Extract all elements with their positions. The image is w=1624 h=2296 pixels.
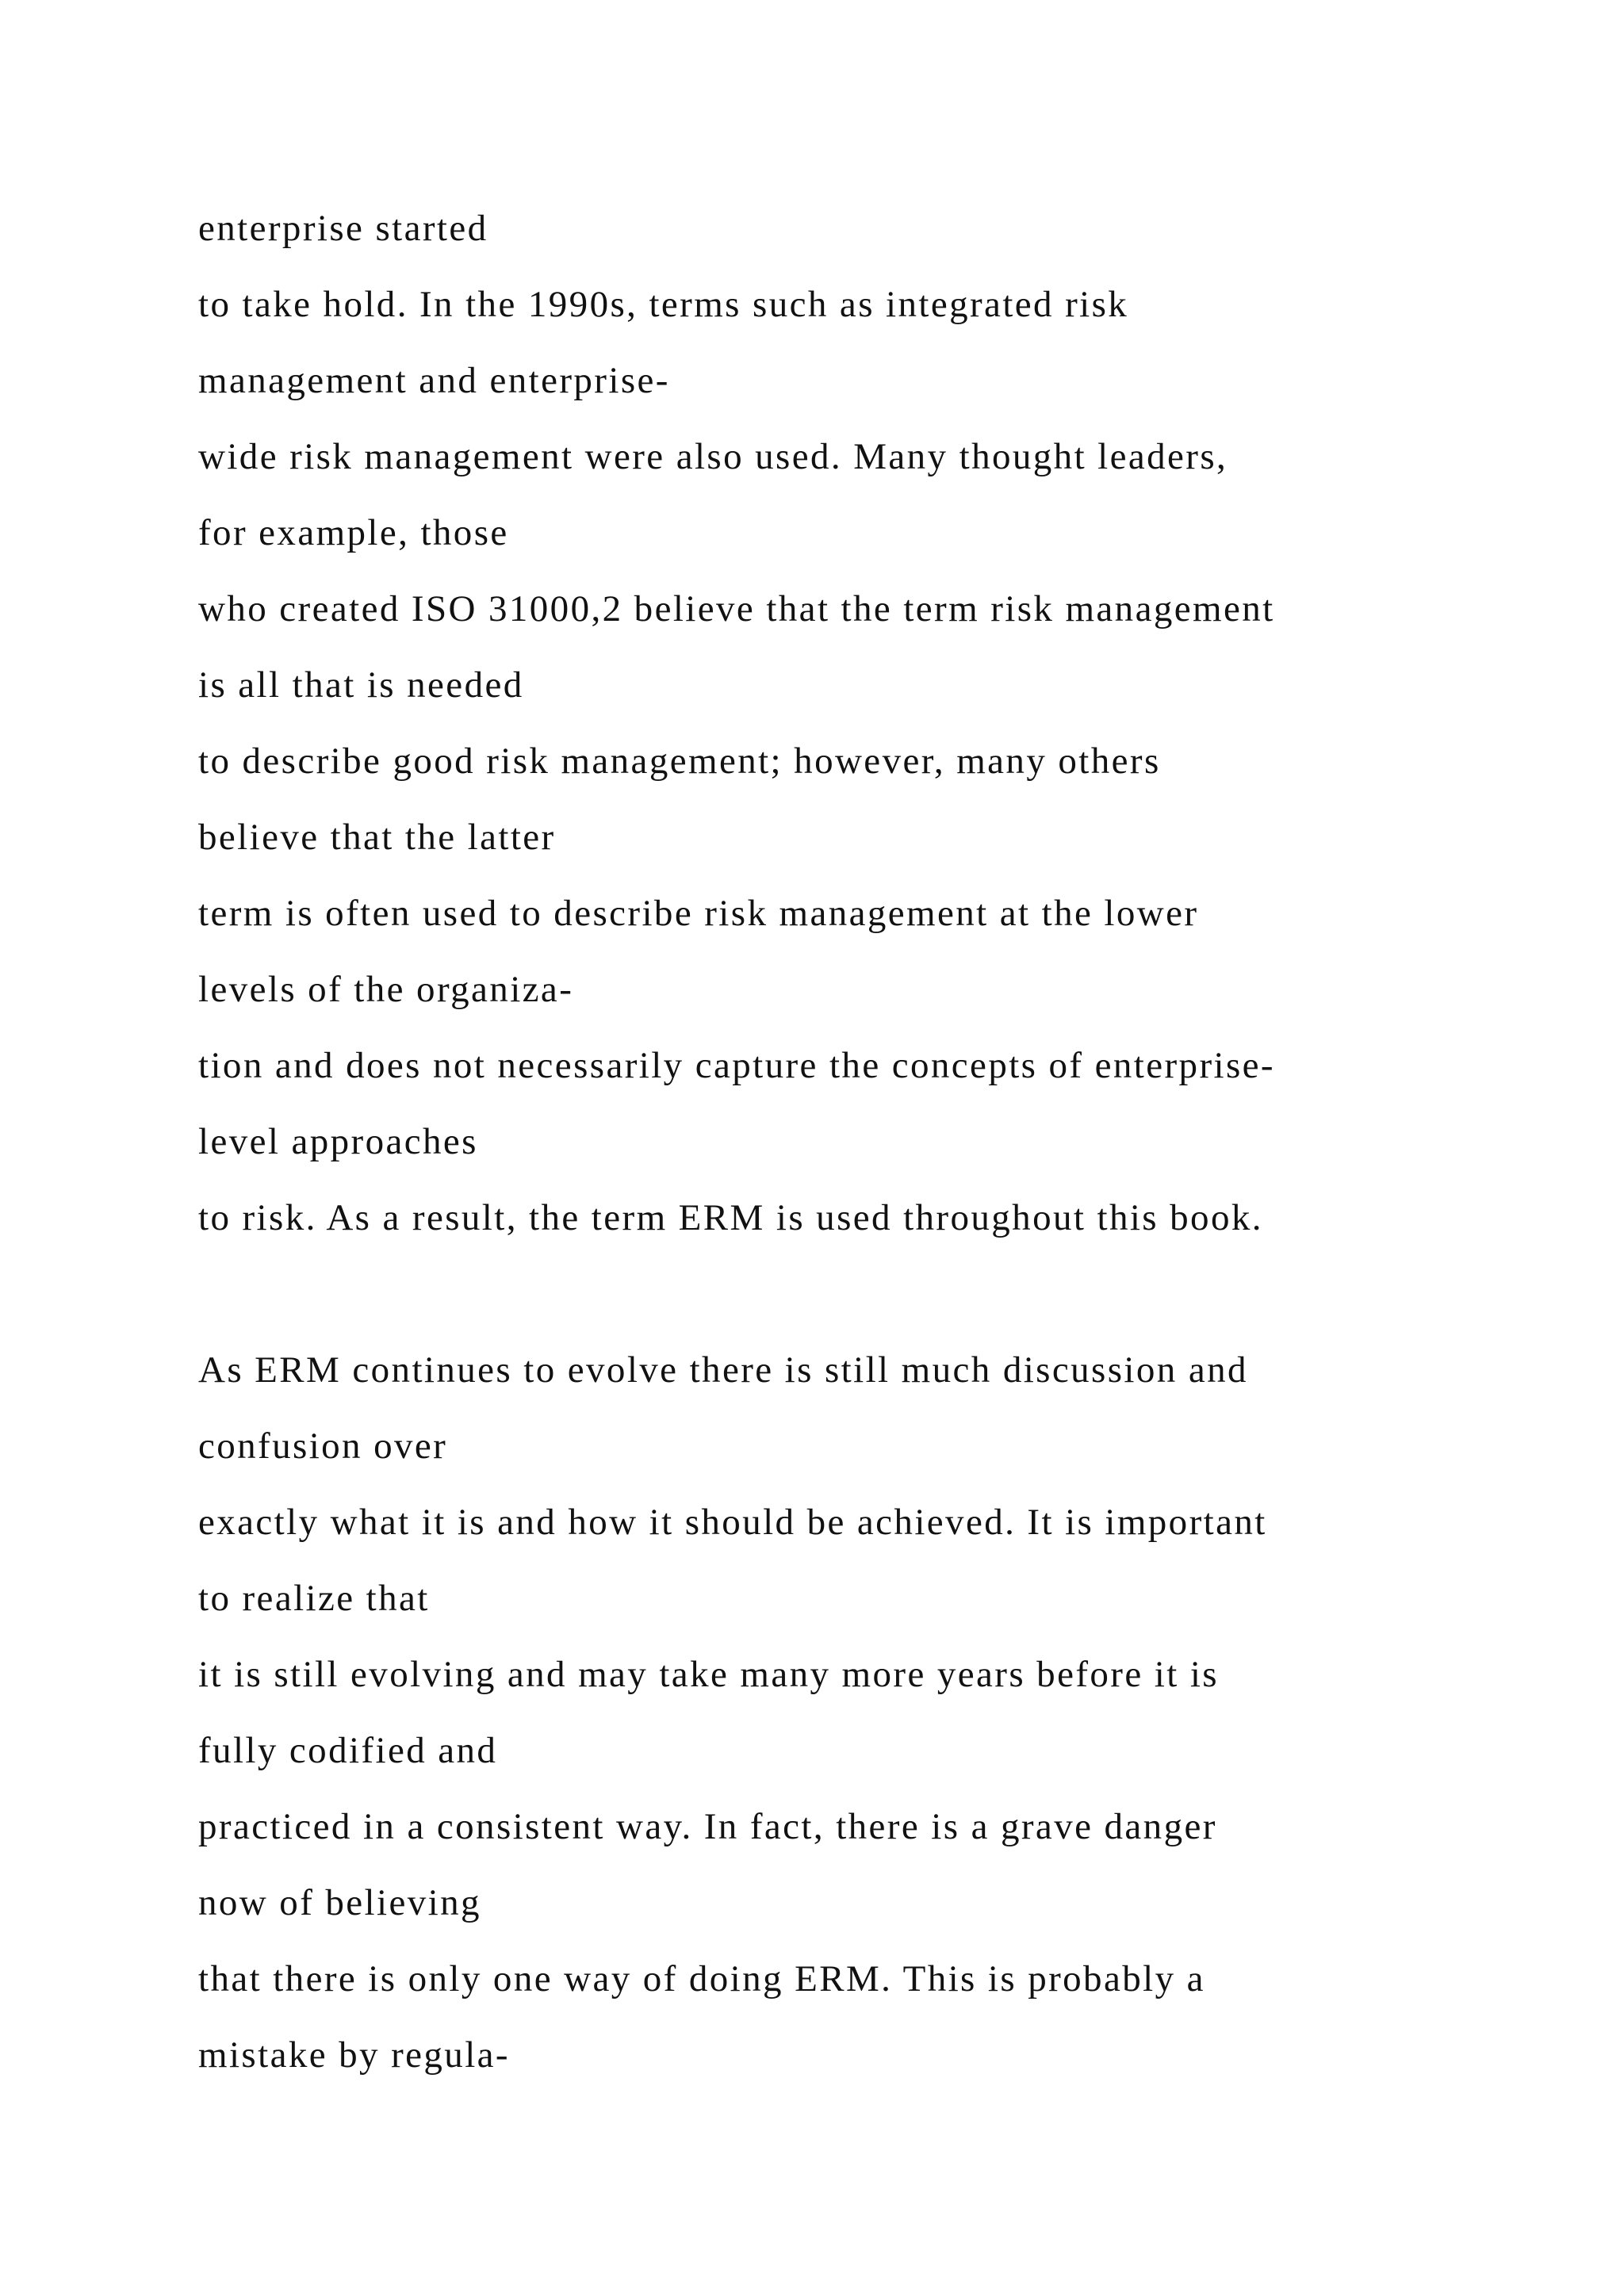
text-line: to describe good risk management; however, many others [198, 740, 1161, 782]
text-line: level approaches [198, 1121, 478, 1162]
text-line: who created ISO 31000,2 believe that the term risk management [198, 588, 1275, 629]
text-line: As ERM continues to evolve there is still much discussion and [198, 1349, 1248, 1391]
text-line: levels of the organiza- [198, 969, 574, 1010]
text-line: it is still evolving and may take many more years before it is [198, 1654, 1219, 1695]
paragraph-spacer [198, 1256, 1546, 1332]
paragraph-2 [198, 1332, 1546, 2093]
text-line: now of believing [198, 1882, 481, 1923]
text-line: confusion over [198, 1425, 448, 1467]
text-line: to realize that [198, 1578, 430, 1619]
text-line: practiced in a consistent way. In fact, there is a grave danger [198, 1806, 1217, 1847]
text-line: wide risk management were also used. Many thought leaders, [198, 436, 1228, 477]
text-line: is all that is needed [198, 664, 524, 706]
text-line: term is often used to describe risk management at the lower [198, 893, 1199, 934]
text-line: exactly what it is and how it should be achieved. It is important [198, 1502, 1267, 1543]
text-line: to risk. As a result, the term ERM is used throughout this book. [198, 1197, 1263, 1238]
paragraph-1 [198, 190, 1546, 1256]
text-line: for example, those [198, 512, 509, 553]
text-line: fully codified and [198, 1730, 498, 1771]
text-line: to take hold. In the 1990s, terms such as integrated risk [198, 284, 1129, 325]
document-text [198, 190, 1546, 2093]
text-line: that there is only one way of doing ERM. This is probably a [198, 1958, 1205, 1999]
text-line: tion and does not necessarily capture the concepts of enterprise- [198, 1045, 1275, 1086]
text-line: management and enterprise- [198, 360, 670, 401]
text-line: believe that the latter [198, 817, 556, 858]
text-line: mistake by regula- [198, 2034, 510, 2076]
text-line: enterprise started [198, 208, 488, 249]
